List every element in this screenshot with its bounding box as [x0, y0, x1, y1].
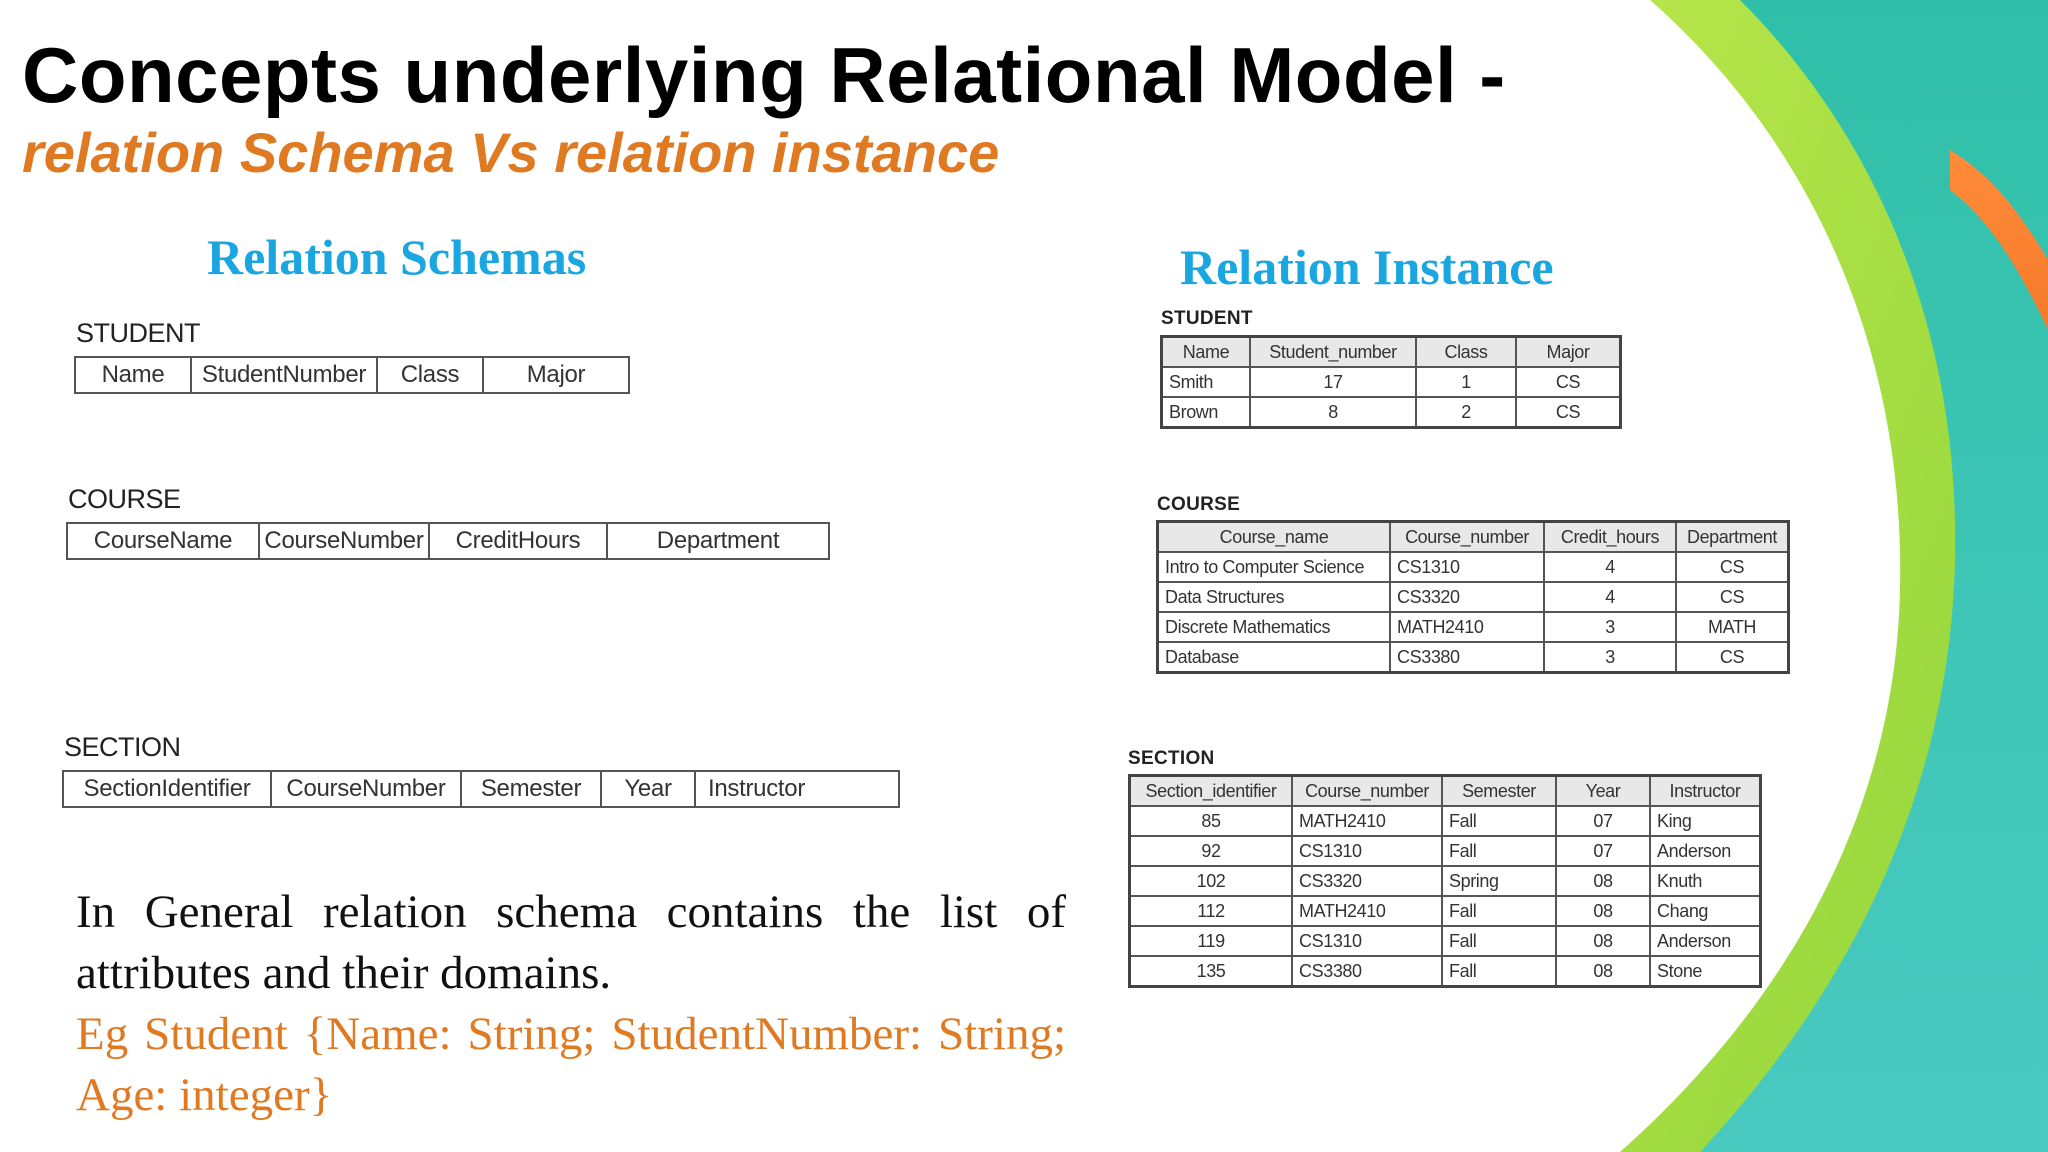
table-cell: Database [1158, 642, 1391, 673]
table-cell: 08 [1556, 926, 1650, 956]
table-row [1130, 956, 1761, 987]
table-row [1158, 582, 1789, 612]
table-cell: 3 [1544, 612, 1676, 642]
table-cell: 112 [1130, 896, 1293, 926]
table-cell: Intro to Computer Science [1158, 552, 1391, 582]
table-row [1130, 806, 1761, 836]
column-header: Department [1676, 522, 1789, 553]
schema-section-attr: Semester [461, 771, 601, 807]
table-cell: 2 [1416, 397, 1516, 428]
table-row [1130, 866, 1761, 896]
table-cell: 3 [1544, 642, 1676, 673]
table-cell: Anderson [1650, 926, 1761, 956]
instance-course-table [1156, 520, 1790, 674]
schema-student-attr: Name [75, 357, 191, 393]
instance-student-label: STUDENT [1161, 308, 1253, 329]
description-text: In General relation schema contains the list of attributes and their domains. [76, 886, 1066, 999]
table-cell: MATH2410 [1292, 806, 1442, 836]
instance-section-label: SECTION [1128, 748, 1215, 769]
schema-course-attr: CreditHours [429, 523, 607, 559]
table-cell: Stone [1650, 956, 1761, 987]
table-row [1162, 367, 1621, 397]
instance-heading: Relation Instance [1180, 239, 1554, 295]
table-cell: CS [1676, 582, 1789, 612]
table-row [1162, 397, 1621, 428]
table-cell: MATH2410 [1292, 896, 1442, 926]
table-row [1158, 552, 1789, 582]
table-row [1158, 612, 1789, 642]
table-cell: 4 [1544, 552, 1676, 582]
table-cell: CS [1516, 397, 1621, 428]
table-header-row [1130, 776, 1761, 807]
column-header: Class [1416, 337, 1516, 368]
table-cell: Anderson [1650, 836, 1761, 866]
slide-subtitle: relation Schema Vs relation instance [22, 121, 1000, 184]
table-cell: Fall [1442, 926, 1556, 956]
instance-student-table [1160, 335, 1622, 429]
schema-course-attr: Department [607, 523, 829, 559]
schema-section-label: SECTION [64, 732, 181, 762]
table-row [1158, 642, 1789, 673]
table-cell: Brown [1162, 397, 1251, 428]
table-cell: CS3380 [1390, 642, 1544, 673]
table-cell: 1 [1416, 367, 1516, 397]
slide-title: Concepts underlying Relational Model - [22, 31, 1506, 119]
table-cell: Fall [1442, 806, 1556, 836]
column-header: Major [1516, 337, 1621, 368]
table-cell: 08 [1556, 956, 1650, 987]
column-header: Semester [1442, 776, 1556, 807]
table-row [1130, 926, 1761, 956]
instance-section-table [1128, 774, 1762, 988]
table-cell: Smith [1162, 367, 1251, 397]
table-header-row [1162, 337, 1621, 368]
table-cell: 07 [1556, 836, 1650, 866]
table-row [1130, 836, 1761, 866]
table-cell: Knuth [1650, 866, 1761, 896]
table-cell: CS1310 [1390, 552, 1544, 582]
column-header: Instructor [1650, 776, 1761, 807]
schema-section-attr: Year [601, 771, 695, 807]
schema-section-attr: SectionIdentifier [63, 771, 271, 807]
column-header: Name [1162, 337, 1251, 368]
schema-student-label: STUDENT [76, 318, 200, 348]
schema-student-table [74, 356, 630, 394]
table-cell: Data Structures [1158, 582, 1391, 612]
table-cell: 4 [1544, 582, 1676, 612]
instance-course-label: COURSE [1157, 494, 1241, 515]
table-cell: King [1650, 806, 1761, 836]
description-block [76, 882, 1066, 1126]
table-cell: 17 [1250, 367, 1416, 397]
column-header: Course_number [1390, 522, 1544, 553]
table-cell: Fall [1442, 836, 1556, 866]
table-cell: CS [1676, 642, 1789, 673]
schema-section-attr: CourseNumber [271, 771, 461, 807]
schema-student-attr: Class [377, 357, 483, 393]
table-cell: 08 [1556, 866, 1650, 896]
table-cell: Fall [1442, 956, 1556, 987]
table-cell: 85 [1130, 806, 1293, 836]
table-cell: CS3320 [1292, 866, 1442, 896]
column-header: Student_number [1250, 337, 1416, 368]
schema-course-attr: CourseName [67, 523, 259, 559]
table-cell: Fall [1442, 896, 1556, 926]
table-cell: CS3380 [1292, 956, 1442, 987]
table-cell: CS3320 [1390, 582, 1544, 612]
schema-section-table [62, 770, 900, 808]
table-cell: 07 [1556, 806, 1650, 836]
schema-student-attr: Major [483, 357, 629, 393]
schema-student-attr: StudentNumber [191, 357, 377, 393]
column-header: Year [1556, 776, 1650, 807]
table-cell: 8 [1250, 397, 1416, 428]
table-cell: CS [1516, 367, 1621, 397]
schema-course-label: COURSE [68, 484, 181, 514]
schema-course-table [66, 522, 830, 560]
table-cell: CS1310 [1292, 836, 1442, 866]
column-header: Credit_hours [1544, 522, 1676, 553]
table-cell: MATH [1676, 612, 1789, 642]
table-cell: 119 [1130, 926, 1293, 956]
table-cell: Chang [1650, 896, 1761, 926]
table-row [1130, 896, 1761, 926]
table-cell: 135 [1130, 956, 1293, 987]
table-cell: MATH2410 [1390, 612, 1544, 642]
table-cell: Discrete Mathematics [1158, 612, 1391, 642]
schema-section-attr: Instructor [695, 771, 899, 807]
table-cell: 102 [1130, 866, 1293, 896]
table-cell: CS [1676, 552, 1789, 582]
column-header: Section_identifier [1130, 776, 1293, 807]
column-header: Course_name [1158, 522, 1391, 553]
table-header-row [1158, 522, 1789, 553]
schemas-heading: Relation Schemas [207, 229, 587, 285]
table-cell: 08 [1556, 896, 1650, 926]
table-cell: 92 [1130, 836, 1293, 866]
description-example: Eg Student {Name: String; StudentNumber: String; Age: integer} [76, 1008, 1066, 1121]
column-header: Course_number [1292, 776, 1442, 807]
schema-course-attr: CourseNumber [259, 523, 429, 559]
table-cell: Spring [1442, 866, 1556, 896]
table-cell: CS1310 [1292, 926, 1442, 956]
